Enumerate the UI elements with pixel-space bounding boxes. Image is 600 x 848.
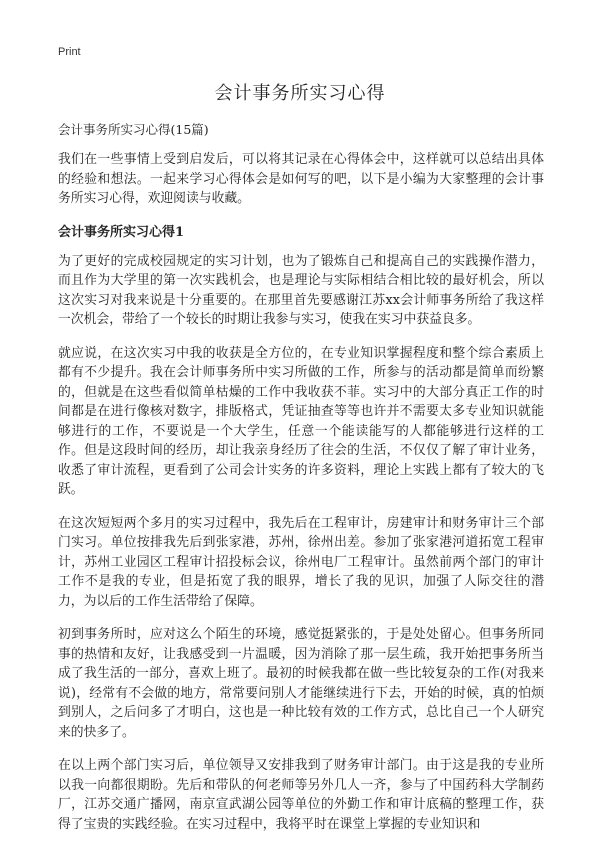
body-paragraph: 初到事务所时，应对这么个陌生的环境，感觉挺紧张的，于是处处留心。但事务所同事的热情和友好，让我感受到一片温暖，因为消除了那一层生疏，我开始把事务所当成了我生活的一部分，喜欢上班了。最初的时候我都在做一些比较复杂的工作(对我来说)，经常有不会做的地方，常常要问别人才能继续进行下去，开始的时候，真的怕烦到别人，之后问多了才明白，这也是一种比较有效的工作方式，总比自己一个人研究来的快多了。 — [58, 627, 544, 740]
document-body — [58, 150, 544, 848]
body-paragraph: 为了更好的完成校园规定的实习计划，也为了锻炼自己和提高自己的实践操作潜力，而且作为大学里的第一次实践机会，也是理论与实际相结合相比较的最好机会，所以这次实习对我来说是十分重要的。在那里首先要感谢江苏xx会计师事务所给了我这样一次机会，带给了一个较长的时期让我参与实习，使我在实习中获益良多。 — [58, 253, 544, 327]
body-paragraph: 在这次短短两个多月的实习过程中，我先后在工程审计，房建审计和财务审计三个部门实习。单位按排我先后到张家港，苏州，徐州出差。参加了张家港河道拓宽工程审计，苏州工业园区工程审计招投标会议，徐州电厂工程审计。虽然前两个部门的审计工作不是我的专业，但是拓宽了我的眼界，增长了我的见识，加强了人际交往的潜力，为以后的工作生活带给了保障。 — [58, 515, 544, 609]
print-link[interactable]: Print — [58, 46, 81, 58]
body-paragraph: 在以上两个部门实习后，单位领导又安排我到了财务审计部门。由于这是我的专业所以我一向都很期盼。先后和带队的何老师等另外几人一齐，参与了中国药科大学制药厂，江苏交通广播网，南京宣武湖公园等单位的外勤工作和审计底稿的整理工作，获得了宝贵的实践经验。在实习过程中，我将平时在课堂上掌握的专业知识和 — [58, 758, 544, 832]
page-title: 会计事务所实习心得 — [214, 83, 386, 104]
body-paragraph: 就应说，在这次实习中我的收获是全方位的，在专业知识掌握程度和整个综合素质上都有不少提升。我在会计师事务所中实习所做的工作，所参与的活动都是简单而纷繁的，但就是在这些看似简单枯燥的工作中我收获不菲。实习中的大部分真正工作的时间都是在进行像核对数字，排版格式，凭证抽查等等也许并不需要太多专业知识就能够进行的工作，不要说是一个大学生，任意一个能读能写的人都能够进行这样的工作。但是这段时间的经历，却让我亲身经历了往会的生活，不仅仅了解了审计业务，收悉了审计流程，更看到了公司会计实务的许多资料，理论上实践上都有了较大的飞跃。 — [58, 345, 544, 497]
intro-paragraph: 我们在一些事情上受到启发后，可以将其记录在心得体会中，这样就可以总结出具体的经验和想法。一起来学习心得体会是如何写的吧，以下是小编为大家整理的会计事务所实习心得，欢迎阅读与收藏。 — [58, 152, 544, 206]
section-heading: 会计事务所实习心得1 — [58, 224, 185, 240]
document-subtitle: 会计事务所实习心得(15篇) — [58, 122, 209, 137]
